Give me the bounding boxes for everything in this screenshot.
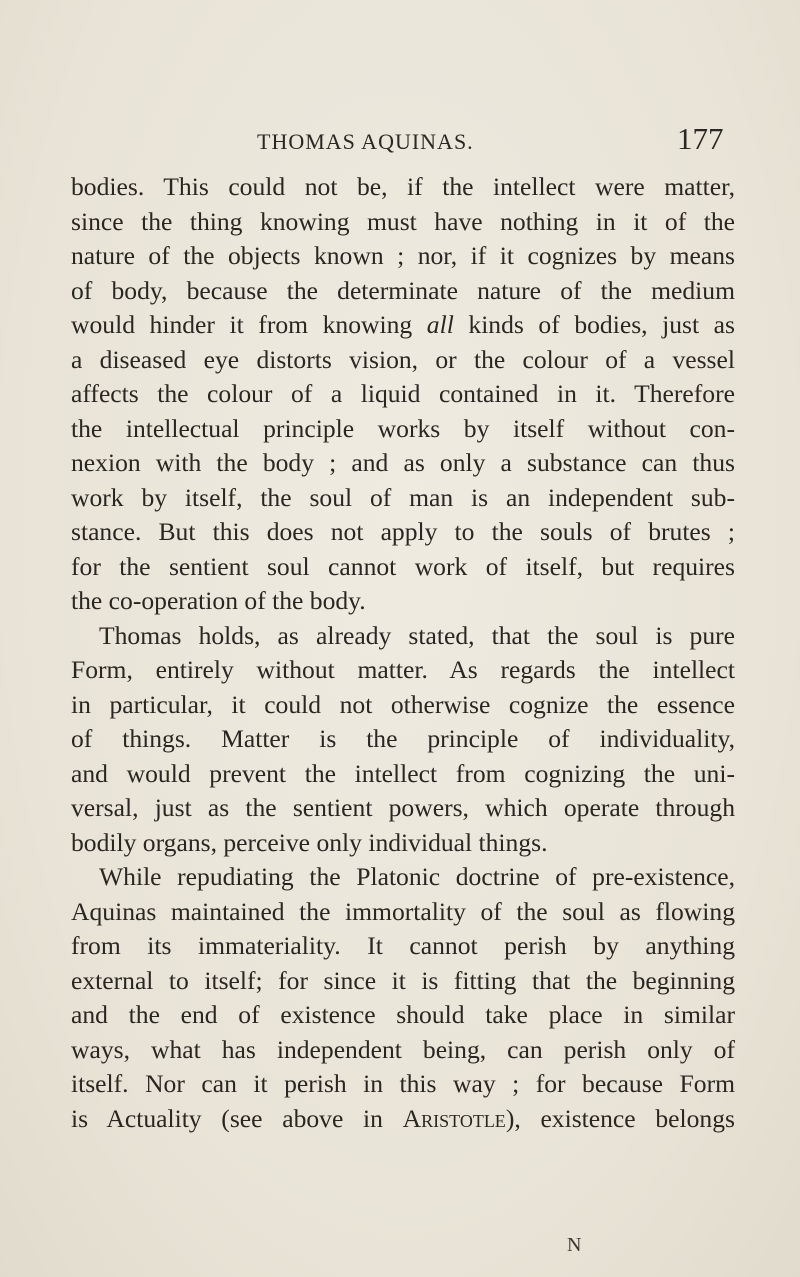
text-line: the co-operation of the body. — [71, 586, 366, 615]
text-line: affects the colour of a liquid contained in it. Therefore — [71, 379, 735, 408]
text-line: would hinder it from knowing all kinds of bodies, just as — [71, 310, 735, 339]
text-line: and would prevent the intellect from cognizing the uni- — [71, 758, 735, 788]
page-number: 177 — [677, 121, 724, 156]
body-text — [71, 170, 735, 1136]
text-line: work by itself, the soul of man is an independent sub- — [71, 482, 735, 512]
text-line: stance. But this does not apply to the souls of brutes ; — [71, 517, 735, 546]
running-title: THOMAS AQUINAS. — [257, 129, 474, 154]
text-line: of body, because the determinate nature of the medium — [71, 275, 735, 305]
text-line: nexion with the body ; and as only a substance can thus — [71, 448, 735, 477]
text-line: While repudiating the Platonic doctrine of pre-existence, — [99, 862, 735, 891]
text-line: from its immateriality. It cannot perish by anything — [71, 931, 735, 960]
text-line: external to itself; for since it is fitting that the beginning — [71, 965, 735, 995]
signature-mark: N — [567, 1234, 582, 1256]
text-line: versal, just as the sentient powers, which operate through — [71, 793, 735, 822]
text-line: and the end of existence should take place in similar — [71, 1000, 735, 1029]
text-line: of things. Matter is the principle of individuality, — [71, 724, 735, 753]
text-line: a diseased eye distorts vision, or the colour of a vessel — [71, 344, 735, 374]
text-line: itself. Nor can it perish in this way ; for because Form — [71, 1069, 735, 1098]
text-line: in particular, it could not otherwise cognize the essence — [71, 689, 735, 719]
text-line: bodily organs, perceive only individual things. — [71, 827, 548, 857]
text-line: Form, entirely without matter. As regards the intellect — [71, 655, 735, 684]
text-line: for the sentient soul cannot work of itself, but requires — [71, 551, 735, 581]
text-line: the intellectual principle works by itself without con- — [71, 413, 735, 443]
text-line: nature of the objects known ; nor, if it cognizes by means — [71, 241, 735, 270]
text-line: Aquinas maintained the immortality of the soul as flowing — [71, 896, 735, 926]
text-line: is Actuality (see above in Aristotle), existence belongs — [71, 1103, 735, 1133]
text-line: bodies. This could not be, if the intellect were matter, — [71, 172, 735, 201]
running-header — [0, 121, 800, 161]
text-line: Thomas holds, as already stated, that the soul is pure — [99, 620, 735, 650]
text-line: since the thing knowing must have nothing in it of the — [71, 206, 735, 236]
text-line: ways, what has independent being, can perish only of — [71, 1034, 735, 1064]
